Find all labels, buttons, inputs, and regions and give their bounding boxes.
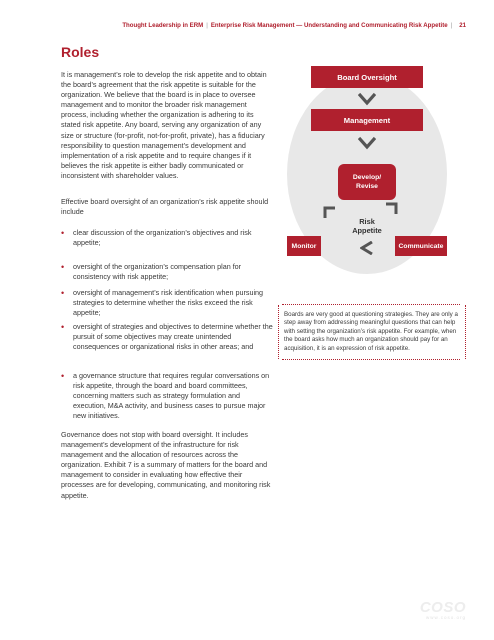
bullet-list-4: [61, 322, 273, 352]
header-brand: Thought Leadership in ERM: [122, 22, 204, 29]
logo-mark: COSO: [419, 599, 466, 616]
header-separator: |: [206, 22, 208, 29]
logo-url: www.coso.org: [425, 615, 466, 620]
corner-arrow-icon: [385, 202, 399, 216]
bullet-item: • oversight of the organization’s compensation plan for consistency with risk appetite;: [61, 262, 273, 282]
callout-box: [282, 304, 460, 360]
bullet-list-3: [61, 288, 273, 318]
bullet-item: • a governance structure that requires regular conversations on risk appetite, through the board and board committees, concerning matters such as strategy formulation and execution, M&A activity, and business cases to pursue major new initiatives.: [61, 371, 273, 421]
header-separator-2: |: [450, 22, 453, 29]
intro-paragraph: It is management’s role to develop the risk appetite and to obtain the board’s agreement that the risk appetite is suitable for the organization. We believe that the board is in place to oversee management and to monitor the broader risk management process, including whether the organization is adhering to its stated risk appetite. Any board, serving any organization of any size or structure (for-profit, not-for-profit, private), has a fiduciary responsibility to question management’s development and implementation of a risk appetite and to require changes if it believes the risk appetite is either badly communicated or inconsistent with shareholder values.: [61, 70, 267, 180]
appetite-label: Appetite: [352, 225, 382, 235]
chevron-down-icon: [358, 136, 376, 150]
coso-logo: [420, 600, 466, 620]
risk-appetite-diagram: [287, 66, 447, 278]
page-number: 21: [459, 22, 466, 29]
develop-label: Develop/: [352, 174, 382, 181]
bullet-list-5: [61, 371, 273, 421]
header-subtitle: Enterprise Risk Management — Understanding and Communicating Risk Appetite: [210, 22, 448, 29]
risk-appetite-label: [342, 218, 392, 235]
monitor-box: Monitor: [287, 236, 321, 256]
callout-border-left: [278, 305, 279, 359]
callout-border-right: [465, 305, 466, 359]
page-header: [122, 22, 466, 29]
revise-label: Revise: [356, 183, 378, 190]
board-oversight-box: Board Oversight: [311, 66, 423, 88]
develop-revise-box: [338, 164, 396, 200]
corner-arrow-icon: [323, 206, 337, 220]
bullet-list-1: [61, 228, 273, 248]
section-title: Roles: [61, 44, 100, 60]
risk-label: Risk: [359, 217, 375, 226]
bullet-item: • oversight of strategies and objectives to determine whether the pursuit of some objectives may create unintended consequences or organizational risks in other areas; and: [61, 322, 273, 352]
bullet-item: • oversight of management’s risk identification when pursuing strategies to determine whether the risks exceed the risk appetite;: [61, 288, 273, 318]
bullet-list-2: [61, 262, 273, 282]
callout-text: Boards are very good at questioning strategies. They are only a step away from addressing meaningful questions that can help with setting the organization’s risk appetite. For example, when the board asks how much an organization should pay for an acquisition, it is an expression of risk appetite.: [284, 311, 458, 352]
closing-paragraph: Governance does not stop with board oversight. It includes management’s development of the infrastructure for risk management and the allocation of resources across the organization. Exhibit 7 is a summary of matters for the board and management to consider in evaluating how effective their processes are for developing, communicating, and monitoring risk appetite.: [61, 430, 271, 500]
bullet-item: • clear discussion of the organization’s objectives and risk appetite;: [61, 228, 273, 248]
communicate-box: Communicate: [395, 236, 447, 256]
management-box: Management: [311, 109, 423, 131]
chevron-down-icon: [358, 92, 376, 106]
corner-arrow-icon: [360, 241, 374, 255]
oversight-intro-paragraph: Effective board oversight of an organization’s risk appetite should include: [61, 197, 269, 217]
